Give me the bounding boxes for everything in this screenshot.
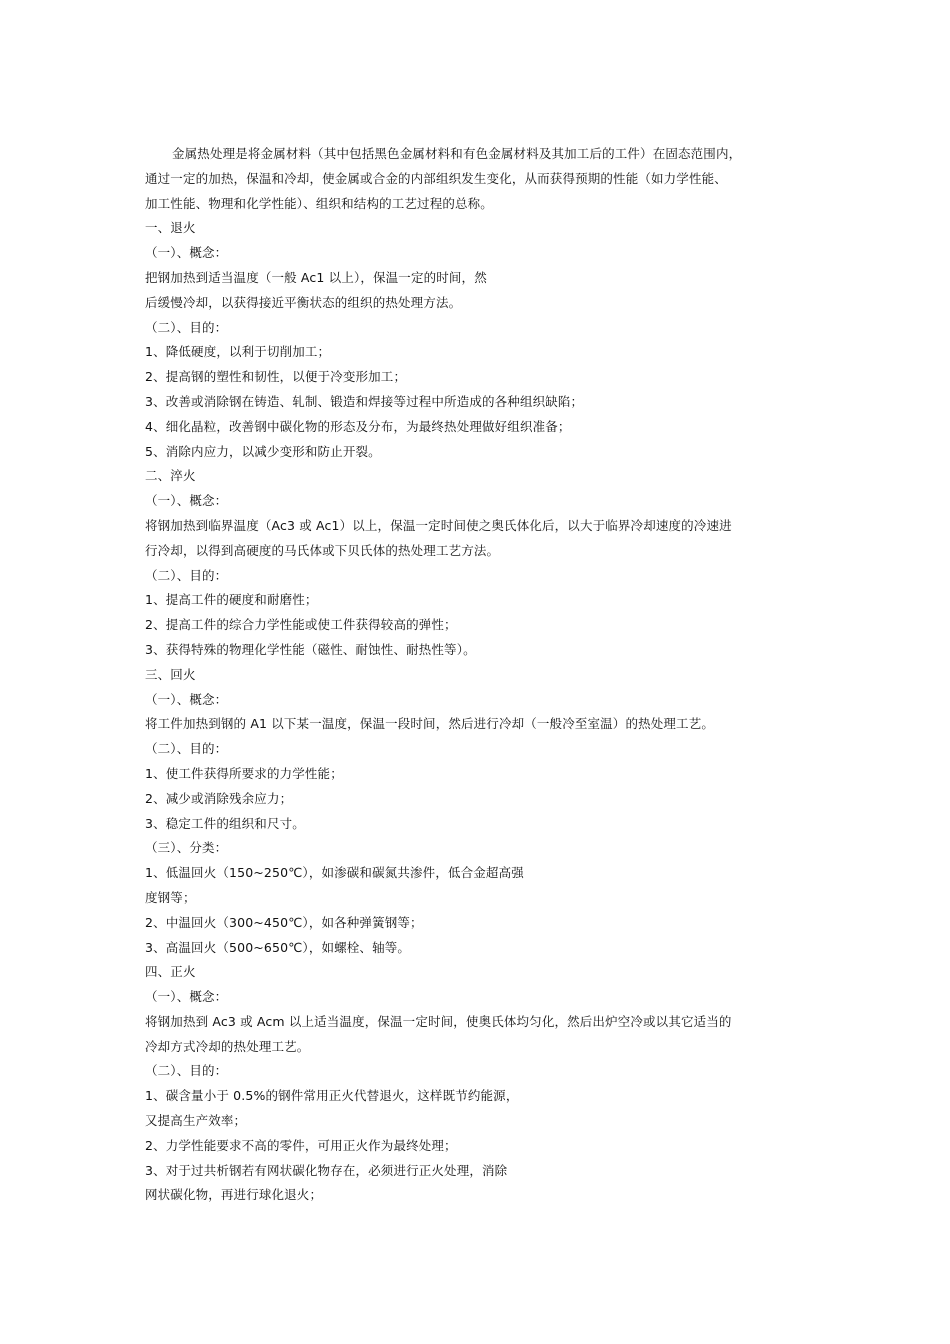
text-line: 行冷却，以得到高硬度的马氏体或下贝氏体的热处理工艺方法。 (145, 542, 500, 558)
text-line: 将钢加热到 Ac3 或 Acm 以上适当温度，保温一定时间，使奥氏体均匀化，然后出炉空冷或以其它适当的 (145, 1013, 732, 1029)
intro-line: 加工性能、物理和化学性能）、组织和结构的工艺过程的总称。 (145, 195, 493, 211)
list-item: 2、提高工件的综合力学性能或使工件获得较高的弹性； (145, 617, 457, 633)
subsection-heading: （三）、分类： (145, 840, 228, 856)
subsection-heading: （一）、概念： (145, 989, 228, 1005)
list-item: 2、力学性能要求不高的零件，可用正火作为最终处理； (145, 1137, 457, 1153)
subsection-heading: （一）、概念： (145, 493, 228, 509)
list-item: 1、提高工件的硬度和耐磨性； (145, 592, 318, 608)
list-item: 3、高温回火（500~650℃），如螺栓、轴等。 (145, 939, 411, 955)
list-item: 1、使工件获得所要求的力学性能； (145, 765, 343, 781)
subsection-heading: （一）、概念： (145, 691, 228, 707)
list-item: 4、细化晶粒，改善钢中碳化物的形态及分布，为最终热处理做好组织准备； (145, 418, 571, 434)
text-line: 将工件加热到钢的 A1 以下某一温度，保温一段时间，然后进行冷却（一般冷至室温）的热处理工艺。 (145, 716, 715, 732)
list-item: 1、降低硬度，以利于切削加工； (145, 344, 331, 360)
list-item: 1、低温回火（150~250℃），如渗碳和碳氮共渗件，低合金超高强 (145, 865, 524, 881)
list-item: 2、中温回火（300~450℃），如各种弹簧钢等； (145, 914, 423, 930)
intro-line: 金属热处理是将金属材料（其中包括黑色金属材料和有色金属材料及其加工后的工件）在固态范围内， (172, 146, 742, 161)
list-item: 1、碳含量小于 0.5%的钢件常用正火代替退火，这样既节约能源， (145, 1088, 519, 1104)
text-line: 网状碳化物，再进行球化退火； (145, 1187, 323, 1203)
section-annealing (145, 216, 815, 464)
section-tempering (145, 663, 815, 961)
list-item: 3、稳定工件的组织和尺寸。 (145, 815, 305, 831)
section-heading: 一、退火 (145, 220, 196, 236)
text-line: 后缓慢冷却，以获得接近平衡状态的组织的热处理方法。 (145, 294, 462, 310)
list-item: 3、改善或消除钢在铸造、轧制、锻造和焊接等过程中所造成的各种组织缺陷； (145, 393, 584, 409)
text-line: 冷却方式冷却的热处理工艺。 (145, 1038, 310, 1054)
text-line: 把钢加热到适当温度（一般 Ac1 以上），保温一定的时间，然 (145, 269, 487, 285)
list-item: 3、对于过共析钢若有网状碳化物存在，必须进行正火处理，消除 (145, 1162, 508, 1178)
subsection-heading: （二）、目的： (145, 567, 228, 583)
subsection-heading: （一）、概念： (145, 245, 228, 261)
subsection-heading: （二）、目的： (145, 319, 228, 335)
intro-line: 通过一定的加热，保温和冷却，使金属或合金的内部组织发生变化，从而获得预期的性能（如力学性能、 (145, 170, 727, 186)
intro-paragraph (145, 142, 815, 216)
list-item: 2、提高钢的塑性和韧性，以便于冷变形加工； (145, 369, 407, 385)
section-heading: 三、回火 (145, 666, 196, 682)
section-normalizing (145, 960, 815, 1208)
list-item: 3、获得特殊的物理化学性能（磁性、耐蚀性、耐热性等）。 (145, 641, 476, 657)
text-line: 度钢等； (145, 889, 196, 905)
text-line: 将钢加热到临界温度（Ac3 或 Ac1）以上，保温一定时间使之奥氏体化后，以大于临界冷却速度的冷速进 (145, 517, 732, 533)
text-line: 又提高生产效率； (145, 1113, 247, 1129)
section-heading: 二、淬火 (145, 468, 196, 484)
subsection-heading: （二）、目的： (145, 1063, 228, 1079)
document-page (145, 142, 815, 1208)
list-item: 5、消除内应力，以减少变形和防止开裂。 (145, 443, 381, 459)
section-quenching (145, 464, 815, 662)
list-item: 2、减少或消除残余应力； (145, 790, 293, 806)
section-heading: 四、正火 (145, 964, 196, 980)
subsection-heading: （二）、目的： (145, 741, 228, 757)
